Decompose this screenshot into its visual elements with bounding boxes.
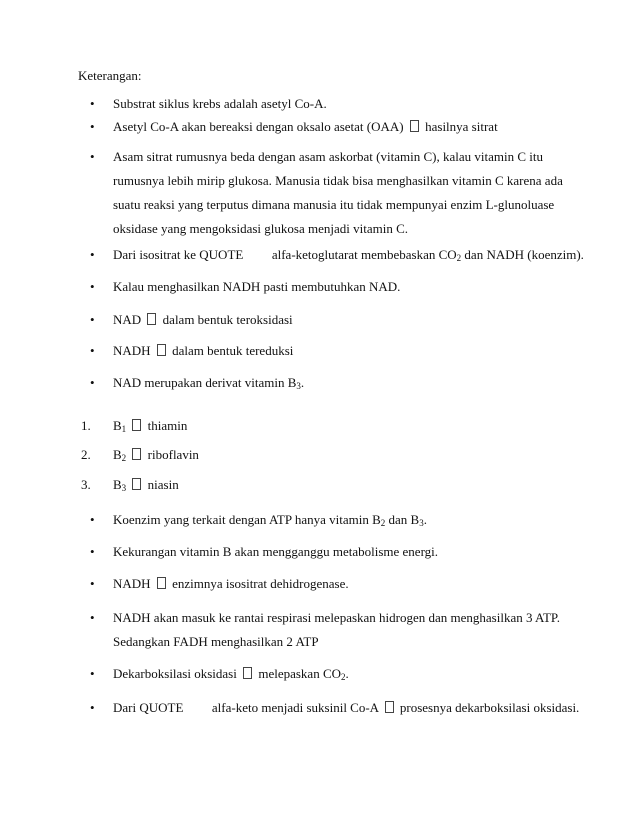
item-text-line: NAD merupakan derivat vitamin $B_3$. xyxy=(113,375,305,391)
list-item xyxy=(0,606,638,654)
item-text-line: $B_1$ thiamin xyxy=(113,418,188,434)
item-text-line: NADH akan masuk ke rantai respirasi melepaskan hidrogen dan menghasilkan 3 ATP. xyxy=(113,610,560,625)
item-text-line: Substrat siklus krebs adalah asetyl Co-A. xyxy=(113,96,327,111)
item-text-line: $B_3$ niasin xyxy=(113,477,179,493)
bullet-marker: • xyxy=(90,375,95,390)
bullet-marker: • xyxy=(90,96,95,111)
bullet-marker: • xyxy=(90,576,95,591)
list-item xyxy=(0,339,638,363)
number-marker: 1. xyxy=(81,418,91,433)
list-item xyxy=(0,572,638,596)
list-item xyxy=(0,696,638,720)
list-item xyxy=(0,308,638,332)
item-text-line: oksidase yang mengoksidasi glukosa menjadi vitamin C. xyxy=(113,221,408,236)
bullet-marker: • xyxy=(90,610,95,625)
list-item xyxy=(0,371,638,398)
list-item xyxy=(0,115,638,139)
list-item xyxy=(0,275,638,299)
item-text-line: Koenzim yang terkait dengan ATP hanya vitamin $B_2$ dan $B_3$. xyxy=(113,512,427,528)
item-text-line: Sedangkan FADH menghasilkan 2 ATP xyxy=(113,634,319,649)
number-marker: 3. xyxy=(81,477,91,492)
list-item xyxy=(0,508,638,535)
bullet-marker: • xyxy=(90,512,95,527)
list-item xyxy=(0,662,638,689)
bullet-marker: • xyxy=(90,247,95,262)
bullet-marker: • xyxy=(90,279,95,294)
item-text-line: Dari isositrat ke QUOTE alfa-ketoglutarat membebaskan $CO_2$ dan NADH (koenzim). xyxy=(113,247,584,263)
bullet-marker: • xyxy=(90,119,95,134)
item-text-line: NADH dalam bentuk tereduksi xyxy=(113,343,294,358)
item-text-line: Kekurangan vitamin B akan mengganggu metabolisme energi. xyxy=(113,544,439,559)
bullet-marker: • xyxy=(90,312,95,327)
missing-glyph-box xyxy=(157,577,166,589)
missing-glyph-box xyxy=(147,313,156,325)
missing-glyph-box xyxy=(243,667,252,679)
item-text-line: Kalau menghasilkan NADH pasti membutuhkan NAD. xyxy=(113,279,401,294)
bullet-marker: • xyxy=(90,149,95,164)
list-item xyxy=(0,145,638,241)
missing-glyph-box xyxy=(132,448,141,460)
bullet-marker: • xyxy=(90,544,95,559)
number-marker: 2. xyxy=(81,447,91,462)
item-text-line: $B_2$ riboflavin xyxy=(113,447,199,463)
list-item xyxy=(0,243,638,270)
heading: Keterangan: xyxy=(78,68,142,83)
list-item xyxy=(0,443,638,470)
missing-glyph-box xyxy=(132,419,141,431)
item-text-line: Dari QUOTE alfa-keto menjadi suksinil Co-A prosesnya dekarboksilasi oksidasi. xyxy=(113,700,580,715)
bullet-marker: • xyxy=(90,666,95,681)
item-text-line: suatu reaksi yang terputus dimana manusia itu tidak mempunyai enzim L-glunoluase xyxy=(113,197,555,212)
missing-glyph-box xyxy=(157,344,166,356)
item-text-line: NAD dalam bentuk teroksidasi xyxy=(113,312,293,327)
list-item xyxy=(0,473,638,500)
bullet-marker: • xyxy=(90,700,95,715)
item-text-line: rumusnya lebih mirip glukosa. Manusia tidak bisa menghasilkan vitamin C karena ada xyxy=(113,173,563,188)
list-item xyxy=(0,414,638,441)
item-text-line: Dekarboksilasi oksidasi melepaskan $CO_2$. xyxy=(113,666,349,682)
list-item xyxy=(0,92,638,116)
list-item xyxy=(0,540,638,564)
missing-glyph-box xyxy=(132,478,141,490)
bullet-marker: • xyxy=(90,343,95,358)
item-text-line: Asetyl Co-A akan bereaksi dengan oksalo asetat (OAA) hasilnya sitrat xyxy=(113,119,498,134)
missing-glyph-box xyxy=(385,701,394,713)
missing-glyph-box xyxy=(410,120,419,132)
item-text-line: Asam sitrat rumusnya beda dengan asam askorbat (vitamin C), kalau vitamin C itu xyxy=(113,149,543,164)
item-text-line: NADH enzimnya isositrat dehidrogenase. xyxy=(113,576,349,591)
